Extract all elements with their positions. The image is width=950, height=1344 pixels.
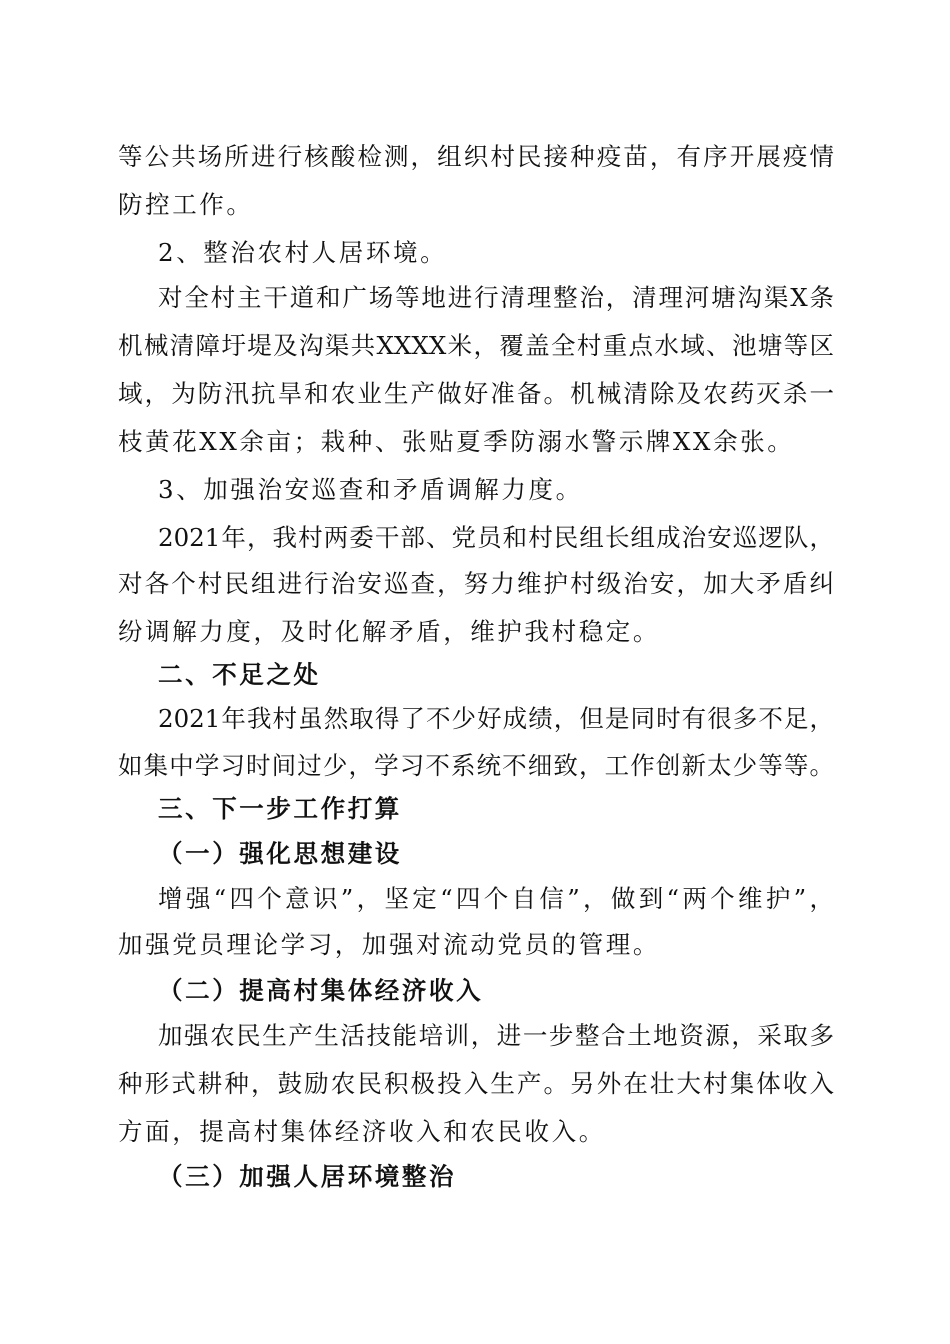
paragraph-line: 方面，提高村集体经济收入和农民收入。 <box>118 1117 606 1146</box>
paragraph-line: 防控工作。 <box>118 190 254 219</box>
paragraph-line: 增强“四个意识”，坚定“四个自信”，做到“两个维护”， <box>158 884 834 913</box>
subheading-1: （一）强化思想建设 <box>158 839 402 868</box>
paragraph-line: 机械清障圩堤及沟渠共XXXX米，覆盖全村重点水域、池塘等区 <box>118 331 834 360</box>
section-heading-2: 2、整治农村人居环境。 <box>158 238 448 267</box>
paragraph-line: 如集中学习时间过少，学习不系统不细致，工作创新太少等等。 <box>118 751 834 780</box>
heading-next-steps: 三、下一步工作打算 <box>158 794 402 823</box>
subheading-2: （二）提高村集体经济收入 <box>158 976 484 1005</box>
paragraph-line: 对全村主干道和广场等地进行清理整治，清理河塘沟渠X条 <box>158 283 834 312</box>
paragraph-line: 枝黄花XX余亩；栽种、张贴夏季防溺水警示牌XX余张。 <box>118 427 795 456</box>
subheading-3: （三）加强人居环境整治 <box>158 1162 457 1191</box>
paragraph-line: 等公共场所进行核酸检测，组织村民接种疫苗，有序开展疫情 <box>118 142 834 171</box>
paragraph-line: 域，为防汛抗旱和农业生产做好准备。机械清除及农药灭杀一 <box>118 379 834 408</box>
paragraph-line: 种形式耕种，鼓励农民积极投入生产。另外在壮大村集体收入 <box>118 1069 834 1098</box>
paragraph-line: 对各个村民组进行治安巡查，努力维护村级治安，加大矛盾纠 <box>118 569 834 598</box>
paragraph-line: 2021年，我村两委干部、党员和村民组长组成治安巡逻队， <box>158 523 834 552</box>
paragraph-line: 纷调解力度，及时化解矛盾，维护我村稳定。 <box>118 617 660 646</box>
paragraph-line: 2021年我村虽然取得了不少好成绩，但是同时有很多不足， <box>158 704 834 733</box>
section-heading-3: 3、加强治安巡查和矛盾调解力度。 <box>158 475 583 504</box>
heading-shortcomings: 二、不足之处 <box>158 660 321 689</box>
paragraph-line: 加强党员理论学习，加强对流动党员的管理。 <box>118 930 660 959</box>
paragraph-line: 加强农民生产生活技能培训，进一步整合土地资源，采取多 <box>158 1021 834 1050</box>
